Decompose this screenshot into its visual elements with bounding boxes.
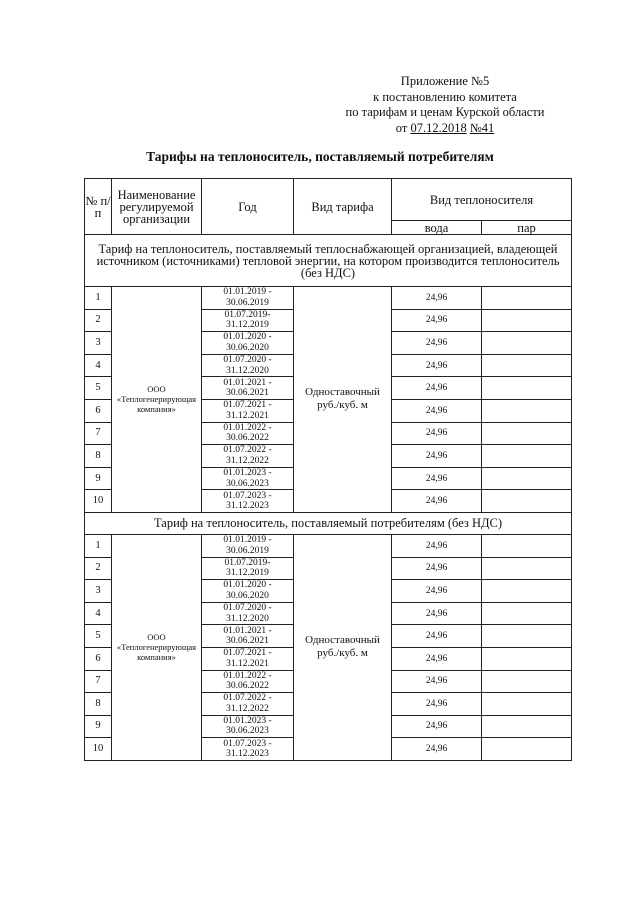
row-number: 8 <box>85 693 112 716</box>
period-cell: 01.07.2022 - 31.12.2022 <box>202 445 294 468</box>
steam-value <box>482 625 572 648</box>
row-number: 2 <box>85 309 112 332</box>
row-number: 1 <box>85 534 112 557</box>
period-cell: 01.07.2022 - 31.12.2022 <box>202 693 294 716</box>
period-cell: 01.01.2021 - 30.06.2021 <box>202 377 294 400</box>
organization-name: ООО «Теплогенерирующая компания» <box>112 287 202 513</box>
steam-value <box>482 534 572 557</box>
water-value: 24,96 <box>392 738 482 761</box>
steam-value <box>482 445 572 468</box>
section-title: Тариф на теплоноситель, поставляемый потребителям (без НДС) <box>85 512 572 534</box>
organization-name: ООО «Теплогенерирующая компания» <box>112 534 202 760</box>
steam-value <box>482 467 572 490</box>
steam-value <box>482 670 572 693</box>
appendix-line-2: к постановлению комитета <box>373 89 517 104</box>
row-number: 4 <box>85 354 112 377</box>
period-cell: 01.07.2020 - 31.12.2020 <box>202 354 294 377</box>
header-num: № п/п <box>85 179 112 235</box>
steam-value <box>482 422 572 445</box>
water-value: 24,96 <box>392 377 482 400</box>
row-number: 4 <box>85 602 112 625</box>
row-number: 8 <box>85 445 112 468</box>
steam-value <box>482 309 572 332</box>
tariff-table <box>84 178 572 761</box>
water-value: 24,96 <box>392 445 482 468</box>
period-cell: 01.07.2021 - 31.12.2021 <box>202 399 294 422</box>
period-cell: 01.01.2023 - 30.06.2023 <box>202 467 294 490</box>
water-value: 24,96 <box>392 557 482 580</box>
row-number: 3 <box>85 332 112 355</box>
water-value: 24,96 <box>392 332 482 355</box>
table-row <box>85 534 572 557</box>
row-number: 7 <box>85 422 112 445</box>
period-cell: 01.01.2022 - 30.06.2022 <box>202 422 294 445</box>
row-number: 6 <box>85 399 112 422</box>
document-title: Тарифы на теплоноситель, поставляемый потребителям <box>146 149 494 164</box>
water-value: 24,96 <box>392 354 482 377</box>
table-row <box>85 287 572 310</box>
header-tariff-kind: Вид тарифа <box>294 179 392 235</box>
steam-value <box>482 354 572 377</box>
water-value: 24,96 <box>392 670 482 693</box>
row-number: 2 <box>85 557 112 580</box>
header-steam: пар <box>482 221 572 235</box>
water-value: 24,96 <box>392 715 482 738</box>
row-number: 5 <box>85 377 112 400</box>
period-cell: 01.07.2019- 31.12.2019 <box>202 309 294 332</box>
appendix-line-4 <box>300 121 590 137</box>
water-value: 24,96 <box>392 647 482 670</box>
period-cell: 01.07.2019- 31.12.2019 <box>202 557 294 580</box>
steam-value <box>482 580 572 603</box>
appendix-block <box>300 74 590 136</box>
steam-value <box>482 332 572 355</box>
water-value: 24,96 <box>392 490 482 513</box>
water-value: 24,96 <box>392 534 482 557</box>
period-cell: 01.07.2021 - 31.12.2021 <box>202 647 294 670</box>
header-org: Наименование регулируемой организации <box>112 179 202 235</box>
period-cell: 01.01.2022 - 30.06.2022 <box>202 670 294 693</box>
steam-value <box>482 738 572 761</box>
period-cell: 01.07.2020 - 31.12.2020 <box>202 602 294 625</box>
water-value: 24,96 <box>392 625 482 648</box>
water-value: 24,96 <box>392 602 482 625</box>
steam-value <box>482 490 572 513</box>
header-carrier: Вид теплоносителя <box>392 179 572 221</box>
water-value: 24,96 <box>392 399 482 422</box>
row-number: 7 <box>85 670 112 693</box>
water-value: 24,96 <box>392 693 482 716</box>
row-number: 10 <box>85 738 112 761</box>
steam-value <box>482 647 572 670</box>
tariff-kind-cell: Одноставочный руб./куб. м <box>294 534 392 760</box>
section-title: Тариф на теплоноситель, поставляемый теплоснабжающей организацией, владеющей источником (источниками) тепловой энергии, на котором производится теплоноситель (без НДС) <box>85 235 572 287</box>
row-number: 9 <box>85 467 112 490</box>
period-cell: 01.01.2023 - 30.06.2023 <box>202 715 294 738</box>
appendix-number: №41 <box>469 120 495 135</box>
appendix-line-1: Приложение №5 <box>400 74 490 88</box>
appendix-from: от <box>395 120 408 135</box>
steam-value <box>482 602 572 625</box>
period-cell: 01.07.2023 - 31.12.2023 <box>202 490 294 513</box>
period-cell: 01.01.2019 - 30.06.2019 <box>202 534 294 557</box>
appendix-date: 07.12.2018 <box>410 120 467 135</box>
water-value: 24,96 <box>392 309 482 332</box>
steam-value <box>482 377 572 400</box>
period-cell: 01.01.2021 - 30.06.2021 <box>202 625 294 648</box>
header-year: Год <box>202 179 294 235</box>
water-value: 24,96 <box>392 467 482 490</box>
header-water: вода <box>392 221 482 235</box>
row-number: 10 <box>85 490 112 513</box>
row-number: 6 <box>85 647 112 670</box>
period-cell: 01.01.2019 - 30.06.2019 <box>202 287 294 310</box>
steam-value <box>482 715 572 738</box>
period-cell: 01.01.2020 - 30.06.2020 <box>202 580 294 603</box>
row-number: 9 <box>85 715 112 738</box>
period-cell: 01.01.2020 - 30.06.2020 <box>202 332 294 355</box>
water-value: 24,96 <box>392 580 482 603</box>
water-value: 24,96 <box>392 287 482 310</box>
water-value: 24,96 <box>392 422 482 445</box>
tariff-kind-cell: Одноставочный руб./куб. м <box>294 287 392 513</box>
period-cell: 01.07.2023 - 31.12.2023 <box>202 738 294 761</box>
steam-value <box>482 693 572 716</box>
row-number: 1 <box>85 287 112 310</box>
steam-value <box>482 399 572 422</box>
row-number: 3 <box>85 580 112 603</box>
steam-value <box>482 557 572 580</box>
steam-value <box>482 287 572 310</box>
appendix-line-3: по тарифам и ценам Курской области <box>345 105 545 119</box>
row-number: 5 <box>85 625 112 648</box>
